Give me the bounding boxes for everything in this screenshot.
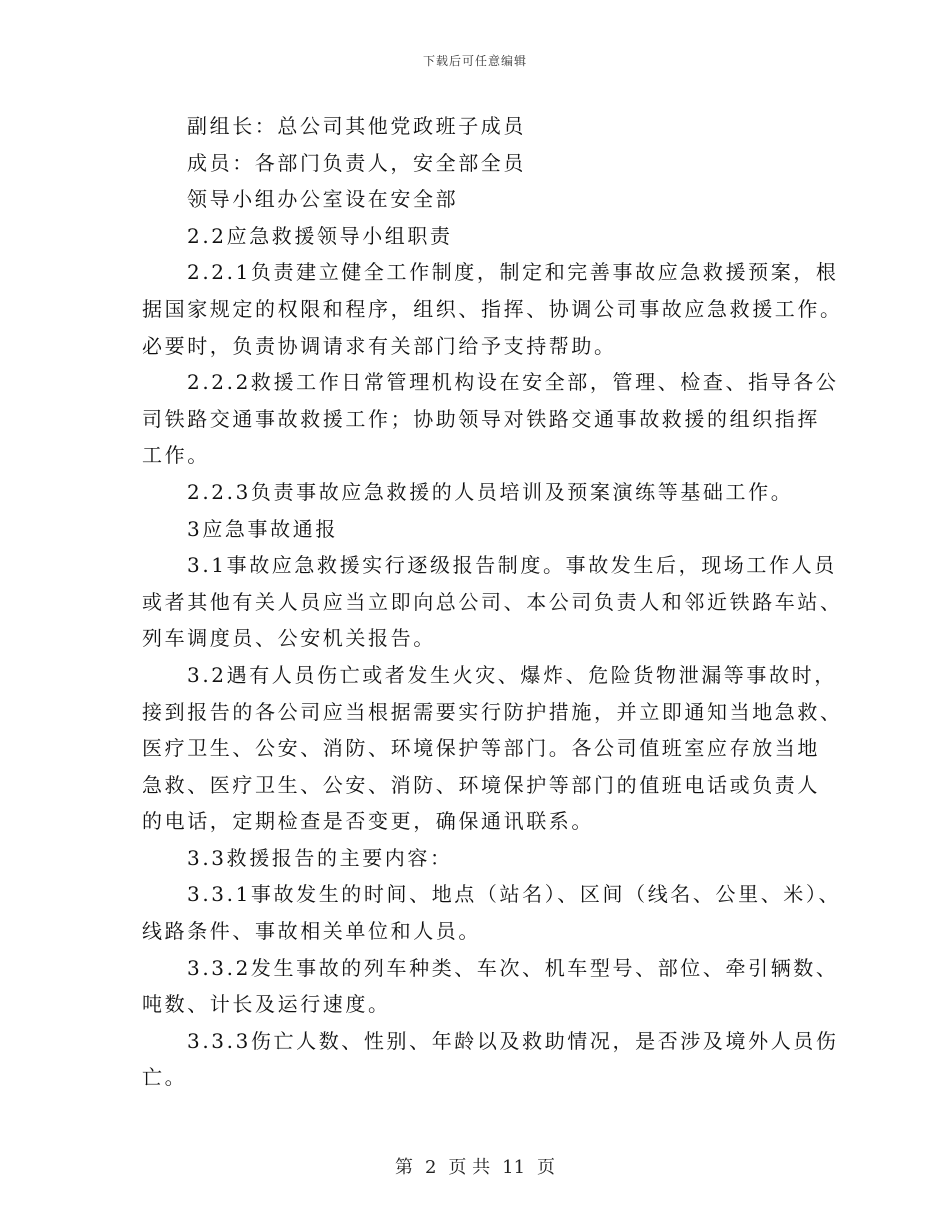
footer-page-number: 2 [424, 1157, 437, 1178]
body-line: 亡。 [142, 1065, 188, 1090]
body-line: 2.2.3负责事故应急救援的人员培训及预案演练等基础工作。 [187, 479, 794, 504]
body-line: 工作。 [142, 443, 210, 468]
footer-total-pages: 11 [502, 1157, 526, 1178]
body-line: 2.2.2救援工作日常管理机构设在安全部，管理、检查、指导各公 [187, 370, 839, 395]
section-heading: 3.3救援报告的主要内容： [187, 845, 453, 870]
footer-middle: 页 共 [448, 1157, 491, 1178]
body-line: 或者其他有关人员应当立即向总公司、本公司负责人和邻近铁路车站、 [142, 589, 843, 614]
footer-prefix: 第 [394, 1157, 413, 1178]
body-line: 必要时，负责协调请求有关部门给予支持帮助。 [142, 333, 617, 358]
body-line: 3.3.2发生事故的列车种类、车次、机车型号、部位、牵引辆数、 [187, 955, 839, 980]
body-line: 吨数、计长及运行速度。 [142, 992, 391, 1017]
body-line: 列车调度员、公安机关报告。 [142, 626, 436, 651]
page-footer [0, 1153, 950, 1179]
body-line: 线路条件、事故相关单位和人员。 [142, 919, 481, 944]
body-line: 成员：各部门负责人，安全部全员 [187, 150, 526, 175]
body-line: 3.3.3伤亡人数、性别、年龄以及救助情况，是否涉及境外人员伤 [187, 1028, 839, 1053]
footer-suffix: 页 [537, 1157, 556, 1178]
section-heading: 3应急事故通报 [187, 516, 338, 541]
body-line: 医疗卫生、公安、消防、环境保护等部门。各公司值班室应存放当地 [142, 736, 820, 761]
body-line: 3.3.1事故发生的时间、地点（站名）、区间（线名、公里、米）、 [187, 882, 842, 907]
body-line: 据国家规定的权限和程序，组织、指挥、协调公司事故应急救援工作。 [142, 296, 843, 321]
body-line: 3.1事故应急救援实行逐级报告制度。事故发生后，现场工作人员 [187, 553, 837, 578]
body-line: 副组长：总公司其他党政班子成员 [187, 114, 526, 138]
body-line: 的电话，定期检查是否变更，确保通讯联系。 [142, 809, 594, 834]
body-line: 领导小组办公室设在安全部 [187, 187, 459, 212]
body-line: 接到报告的各公司应当根据需要实行防护措施，并立即通知当地急救、 [142, 699, 843, 724]
body-line: 司铁路交通事故救援工作；协助领导对铁路交通事故救援的组织指挥 [142, 406, 820, 431]
document-body [142, 108, 843, 1096]
page-header: 下载后可任意编辑 [422, 54, 527, 68]
body-line: 3.2遇有人员伤亡或者发生火灾、爆炸、危险货物泄漏等事故时， [187, 662, 837, 687]
body-line: 2.2.1负责建立健全工作制度，制定和完善事故应急救援预案，根 [187, 260, 839, 285]
section-heading: 2.2应急救援领导小组职责 [187, 223, 453, 248]
body-line: 急救、医疗卫生、公安、消防、环境保护等部门的值班电话或负责人 [142, 772, 820, 797]
